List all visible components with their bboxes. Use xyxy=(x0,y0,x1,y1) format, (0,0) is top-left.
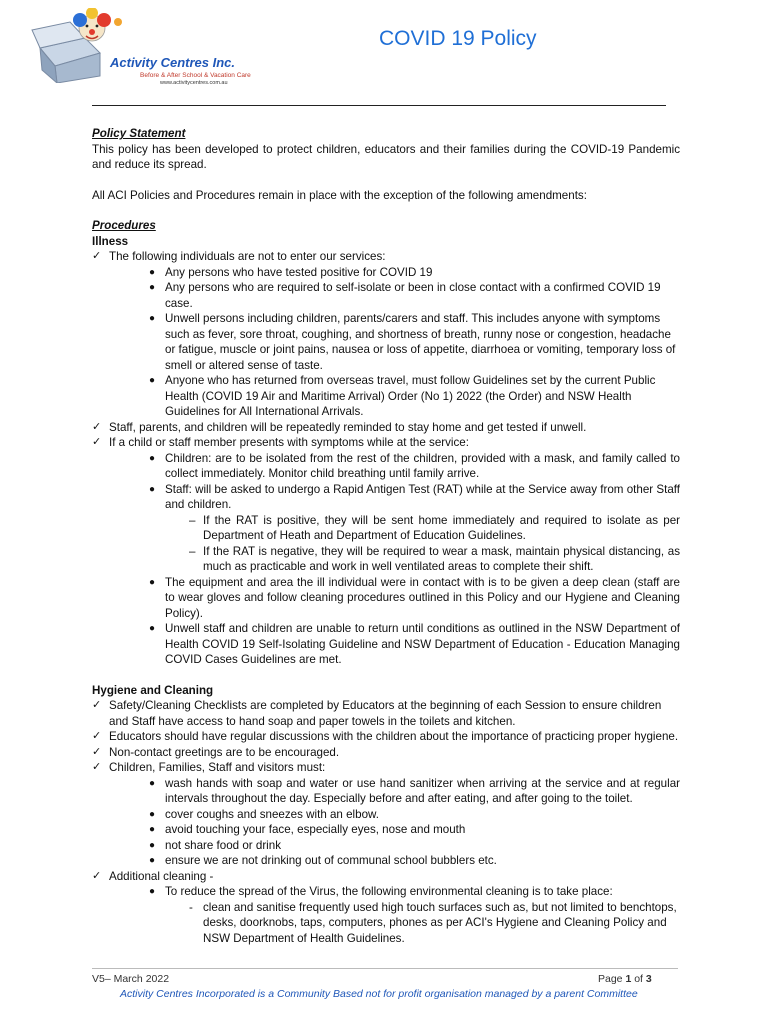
bullet-icon: ● xyxy=(149,777,156,789)
list-item-text: Staff, parents, and children will be repeatedly reminded to stay home and get tested if unwell. xyxy=(109,420,587,434)
list-item-text: If a child or staff member presents with symptoms while at the service: xyxy=(109,436,469,449)
list-item-text: avoid touching your face, especially eyes, nose and mouth xyxy=(165,823,466,836)
list-item xyxy=(147,884,680,946)
list-item xyxy=(147,482,680,575)
bullet-list xyxy=(147,884,680,946)
dash-icon: – xyxy=(189,513,196,527)
list-item xyxy=(147,822,680,838)
list-item xyxy=(92,435,680,668)
bullet-icon: ● xyxy=(149,824,156,835)
bullet-list xyxy=(147,776,680,869)
document-title: COVID 19 Policy xyxy=(379,27,537,50)
list-item-text: Staff: will be asked to undergo a Rapid Antigen Test (RAT) while at the Service away from other Staff and children. xyxy=(165,482,680,511)
dash-icon: – xyxy=(189,544,196,558)
procedures-heading: Procedures xyxy=(92,219,156,232)
document-body xyxy=(92,126,680,946)
list-item-text: Safety/Cleaning Checklists are completed by Educators at the beginning of each Session to ensure children and Staff have access to hand soap and paper towels in the toilets and kitchen. xyxy=(109,699,662,728)
list-item xyxy=(92,249,680,420)
list-item xyxy=(147,776,680,807)
dash-icon: - xyxy=(189,900,193,914)
check-mark-icon: ✓ xyxy=(92,436,102,448)
list-item-text: Children: are to be isolated from the rest of the children, provided with a mask, and family called to collect immediately. Monitor child breathing until family arrive. xyxy=(165,451,680,480)
list-item-text: Unwell persons including children, parents/carers and staff. This includes anyone with symptoms such as fever, sore throat, coughing, and shortness of breath, runny nose or congestion, headache or fatigue, muscle or joint pains, nausea or loss of appetite, diarrhoea or vomiting, temporary loss of smell or altered sense of taste. xyxy=(165,312,676,372)
list-item xyxy=(147,373,680,420)
page-current: 1 xyxy=(625,973,632,985)
list-item-text: Additional cleaning - xyxy=(109,869,214,883)
bullet-icon: ● xyxy=(149,808,156,820)
list-item xyxy=(92,698,680,729)
bullet-icon: ● xyxy=(149,483,156,495)
list-item-text: Educators should have regular discussions with the children about the importance of practicing proper hygiene. xyxy=(109,730,679,743)
bullet-icon: ● xyxy=(149,855,156,866)
bullet-icon: ● xyxy=(149,313,156,324)
check-mark-icon: ✓ xyxy=(92,761,102,773)
bullet-icon: ● xyxy=(149,375,156,386)
logo-url: www.activitycentres.com.au xyxy=(160,80,228,86)
dash-list xyxy=(189,513,680,575)
policy-statement-heading: Policy Statement xyxy=(92,127,186,140)
bullet-icon: ● xyxy=(149,886,156,897)
list-item-text: ensure we are not drinking out of communal school bubblers etc. xyxy=(165,854,497,867)
header-divider xyxy=(92,105,666,106)
hygiene-heading: Hygiene and Cleaning xyxy=(92,683,214,697)
list-item xyxy=(147,280,680,311)
footer-page-number xyxy=(598,973,652,985)
list-item xyxy=(147,838,680,854)
bullet-icon: ● xyxy=(149,452,156,464)
footer-note: Activity Centres Incorporated is a Community Based not for profit organisation managed by a parent Committee xyxy=(120,988,638,1000)
check-mark-icon: ✓ xyxy=(92,699,102,711)
bullet-icon: ● xyxy=(149,623,156,634)
list-item xyxy=(147,575,680,622)
policy-statement-text: This policy has been developed to protect children, educators and their families during the COVID-19 Pandemic and reduce its spread. xyxy=(92,142,680,171)
illness-heading: Illness xyxy=(92,234,129,248)
list-item xyxy=(92,420,680,436)
list-item xyxy=(189,900,680,947)
list-item-text: clean and sanitise frequently used high touch surfaces such as, but not limited to benchtops, desks, doorknobs, taps, computers, phones as per ACI's Hygiene and Cleaning Policy and NSW Department of Health Guidelines. xyxy=(203,900,677,945)
check-mark-icon: ✓ xyxy=(92,869,102,882)
bullet-icon: ● xyxy=(149,576,156,588)
list-item xyxy=(92,869,680,947)
list-item xyxy=(189,544,680,575)
list-item xyxy=(92,745,680,761)
check-mark-icon: ✓ xyxy=(92,420,102,433)
bullet-icon: ● xyxy=(149,266,156,278)
list-item xyxy=(147,853,680,869)
bullet-list xyxy=(147,265,680,420)
list-item xyxy=(92,760,680,869)
list-item xyxy=(189,513,680,544)
logo-tagline: Before & After School & Vacation Care xyxy=(140,72,251,79)
list-item-text: Children, Families, Staff and visitors must: xyxy=(109,761,326,774)
hygiene-checklist xyxy=(92,698,680,946)
footer-version: V5– March 2022 xyxy=(92,973,170,985)
bullet-icon: ● xyxy=(149,839,156,851)
check-mark-icon: ✓ xyxy=(92,745,102,758)
check-mark-icon: ✓ xyxy=(92,250,102,262)
bullet-list xyxy=(147,451,680,668)
list-item xyxy=(147,807,680,823)
list-item-text: Any persons who are required to self-isolate or been in close contact with a confirmed COVID 19 case. xyxy=(165,281,661,310)
check-mark-icon: ✓ xyxy=(92,730,102,742)
list-item-text: Any persons who have tested positive for COVID 19 xyxy=(165,265,433,279)
list-item-text: Unwell staff and children are unable to return until conditions as outlined in the NSW Department of Health COVID 19 Self-Isolating Guideline and NSW Department of Education - Education Managing COVID Cases Guidelines are met. xyxy=(165,622,680,666)
page-label: Page xyxy=(598,973,623,985)
list-item xyxy=(147,311,680,373)
list-item xyxy=(147,451,680,482)
logo-name: Activity Centres Inc. xyxy=(110,55,235,70)
page-of: of xyxy=(634,973,643,985)
bullet-icon: ● xyxy=(149,282,156,293)
list-item-text: If the RAT is negative, they will be required to wear a mask, maintain physical distancing, as much as practicable and work in well ventilated areas to complete their shift. xyxy=(203,544,680,573)
list-item xyxy=(147,621,680,668)
list-item-text: Anyone who has returned from overseas travel, must follow Guidelines set by the current Public Health (COVID 19 Air and Maritime Arrival) Order (No 1) 2022 (the Order) and NSW Health Guidelines for All International Arrivals. xyxy=(165,374,656,418)
list-item-text: The following individuals are not to enter our services: xyxy=(109,250,386,263)
list-item-text: If the RAT is positive, they will be sent home immediately and required to isolate as per Department of Heath and Department of Education Guidelines. xyxy=(203,513,680,542)
list-item-text: To reduce the spread of the Virus, the following environmental cleaning is to take place: xyxy=(165,885,613,898)
list-item-text: wash hands with soap and water or use hand sanitizer when arriving at the service and at regular intervals throughout the day. Especially before and after eating, and after going to the toilet. xyxy=(165,776,680,805)
list-item xyxy=(147,265,680,281)
list-item xyxy=(92,729,680,745)
dash-list xyxy=(189,900,680,947)
footer-divider xyxy=(92,968,678,969)
illness-checklist xyxy=(92,249,680,668)
list-item-text: cover coughs and sneezes with an elbow. xyxy=(165,807,379,821)
activity-centres-logo xyxy=(30,8,251,86)
list-item-text: not share food or drink xyxy=(165,838,282,852)
amendments-text: All ACI Policies and Procedures remain in place with the exception of the following amendments: xyxy=(92,188,587,202)
list-item-text: The equipment and area the ill individual were in contact with is to be given a deep clean (staff are to wear gloves and follow cleaning procedures outlined in this Policy and our Hygiene and Cleaning Policy). xyxy=(165,575,680,620)
page-total: 3 xyxy=(645,973,652,985)
list-item-text: Non-contact greetings are to be encouraged. xyxy=(109,745,340,759)
